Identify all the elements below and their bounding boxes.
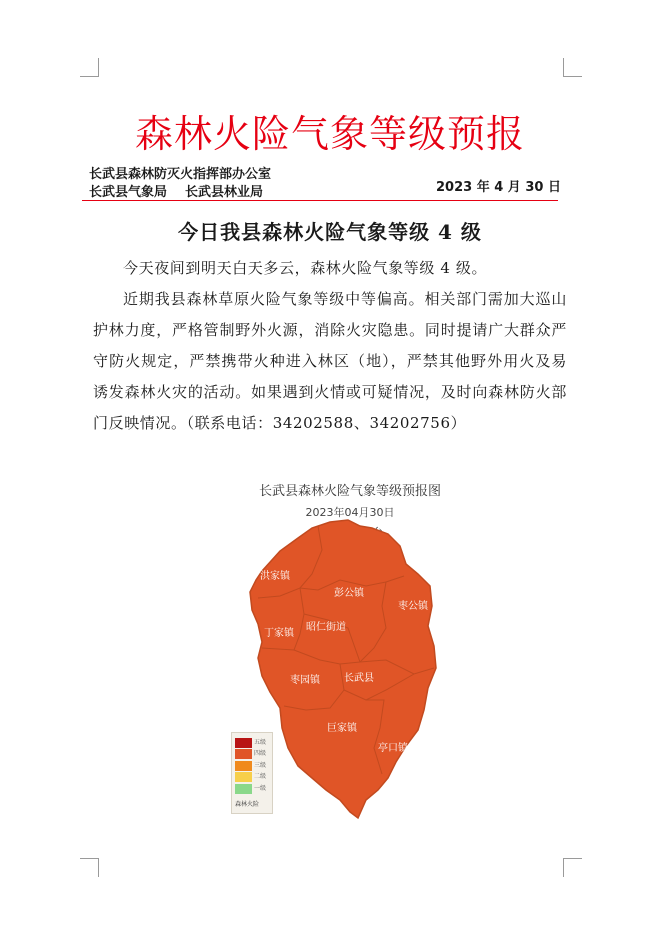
county-outline	[250, 520, 436, 818]
legend-label: 四级	[254, 750, 267, 758]
issuer-line-2	[89, 181, 263, 200]
crop-mark-top-left	[80, 58, 99, 77]
issue-date: 2023 年 4 月 30 日	[436, 180, 561, 195]
issuer-office: 长武县森林防灭火指挥部办公室	[89, 167, 272, 182]
town-label-penggong: 彭公镇	[334, 588, 364, 599]
legend-caption: 森林火险	[235, 800, 260, 808]
issuer-line-1	[89, 163, 271, 182]
crop-mark-bottom-right	[563, 858, 582, 877]
map-date: 2023年04月30日	[305, 506, 395, 519]
article-subtitle: 今日我县森林火险气象等级 4 级	[178, 220, 482, 244]
legend-label: 二级	[254, 773, 267, 781]
legend-swatch	[235, 784, 252, 794]
legend-swatch	[235, 749, 252, 759]
town-label-jujia: 巨家镇	[327, 723, 357, 734]
legend-label: 五级	[254, 738, 267, 746]
document-title: 森林火险气象等级预报	[134, 112, 525, 156]
legend-swatch	[235, 761, 252, 771]
paragraph-2: 近期我县森林草原火险气象等级中等偏高。相关部门需加大巡山护林力度，严格管制野外火源，消除火灾隐患。同时提请广大群众严守防火规定，严禁携带火种进入林区（地），严禁其他野外用火及易诱发森林火灾的活动。如果遇到火情或可疑情况，及时向森林防火部门反映情况。（联系电话：34202588、34202756）	[93, 290, 567, 432]
town-label-dingjia: 丁家镇	[264, 628, 294, 639]
legend-row-level-4	[235, 749, 269, 761]
legend-row-level-1	[235, 783, 269, 795]
town-label-zhaoren: 昭仁街道	[306, 622, 346, 633]
map-legend	[231, 732, 273, 814]
legend-label: 一级	[254, 784, 267, 792]
legend-swatch	[235, 738, 252, 748]
issuer-forestry-bureau: 长武县林业局	[185, 185, 264, 200]
map-title: 长武县森林火险气象等级预报图	[258, 484, 441, 499]
town-label-tingkou: 亭口镇	[378, 743, 408, 754]
legend-row-level-2	[235, 772, 269, 784]
crop-mark-bottom-left	[80, 858, 99, 877]
crop-mark-top-right	[563, 58, 582, 77]
forecast-map	[200, 478, 500, 828]
article-body	[93, 253, 567, 439]
legend-row-level-3	[235, 760, 269, 772]
header-divider	[82, 200, 558, 201]
issuer-weather-bureau: 长武县气象局	[89, 185, 168, 200]
paragraph-1: 今天夜间到明天白天多云，森林火险气象等级 4 级。	[123, 259, 488, 277]
town-label-hongjia: 洪家镇	[260, 571, 290, 582]
legend-row-level-5	[235, 737, 269, 749]
legend-swatch	[235, 772, 252, 782]
town-label-zaogong: 枣公镇	[398, 601, 428, 612]
town-label-zaoyuan: 枣园镇	[290, 675, 320, 686]
legend-label: 三级	[254, 761, 267, 769]
town-label-changwu: 长武县	[344, 673, 374, 684]
